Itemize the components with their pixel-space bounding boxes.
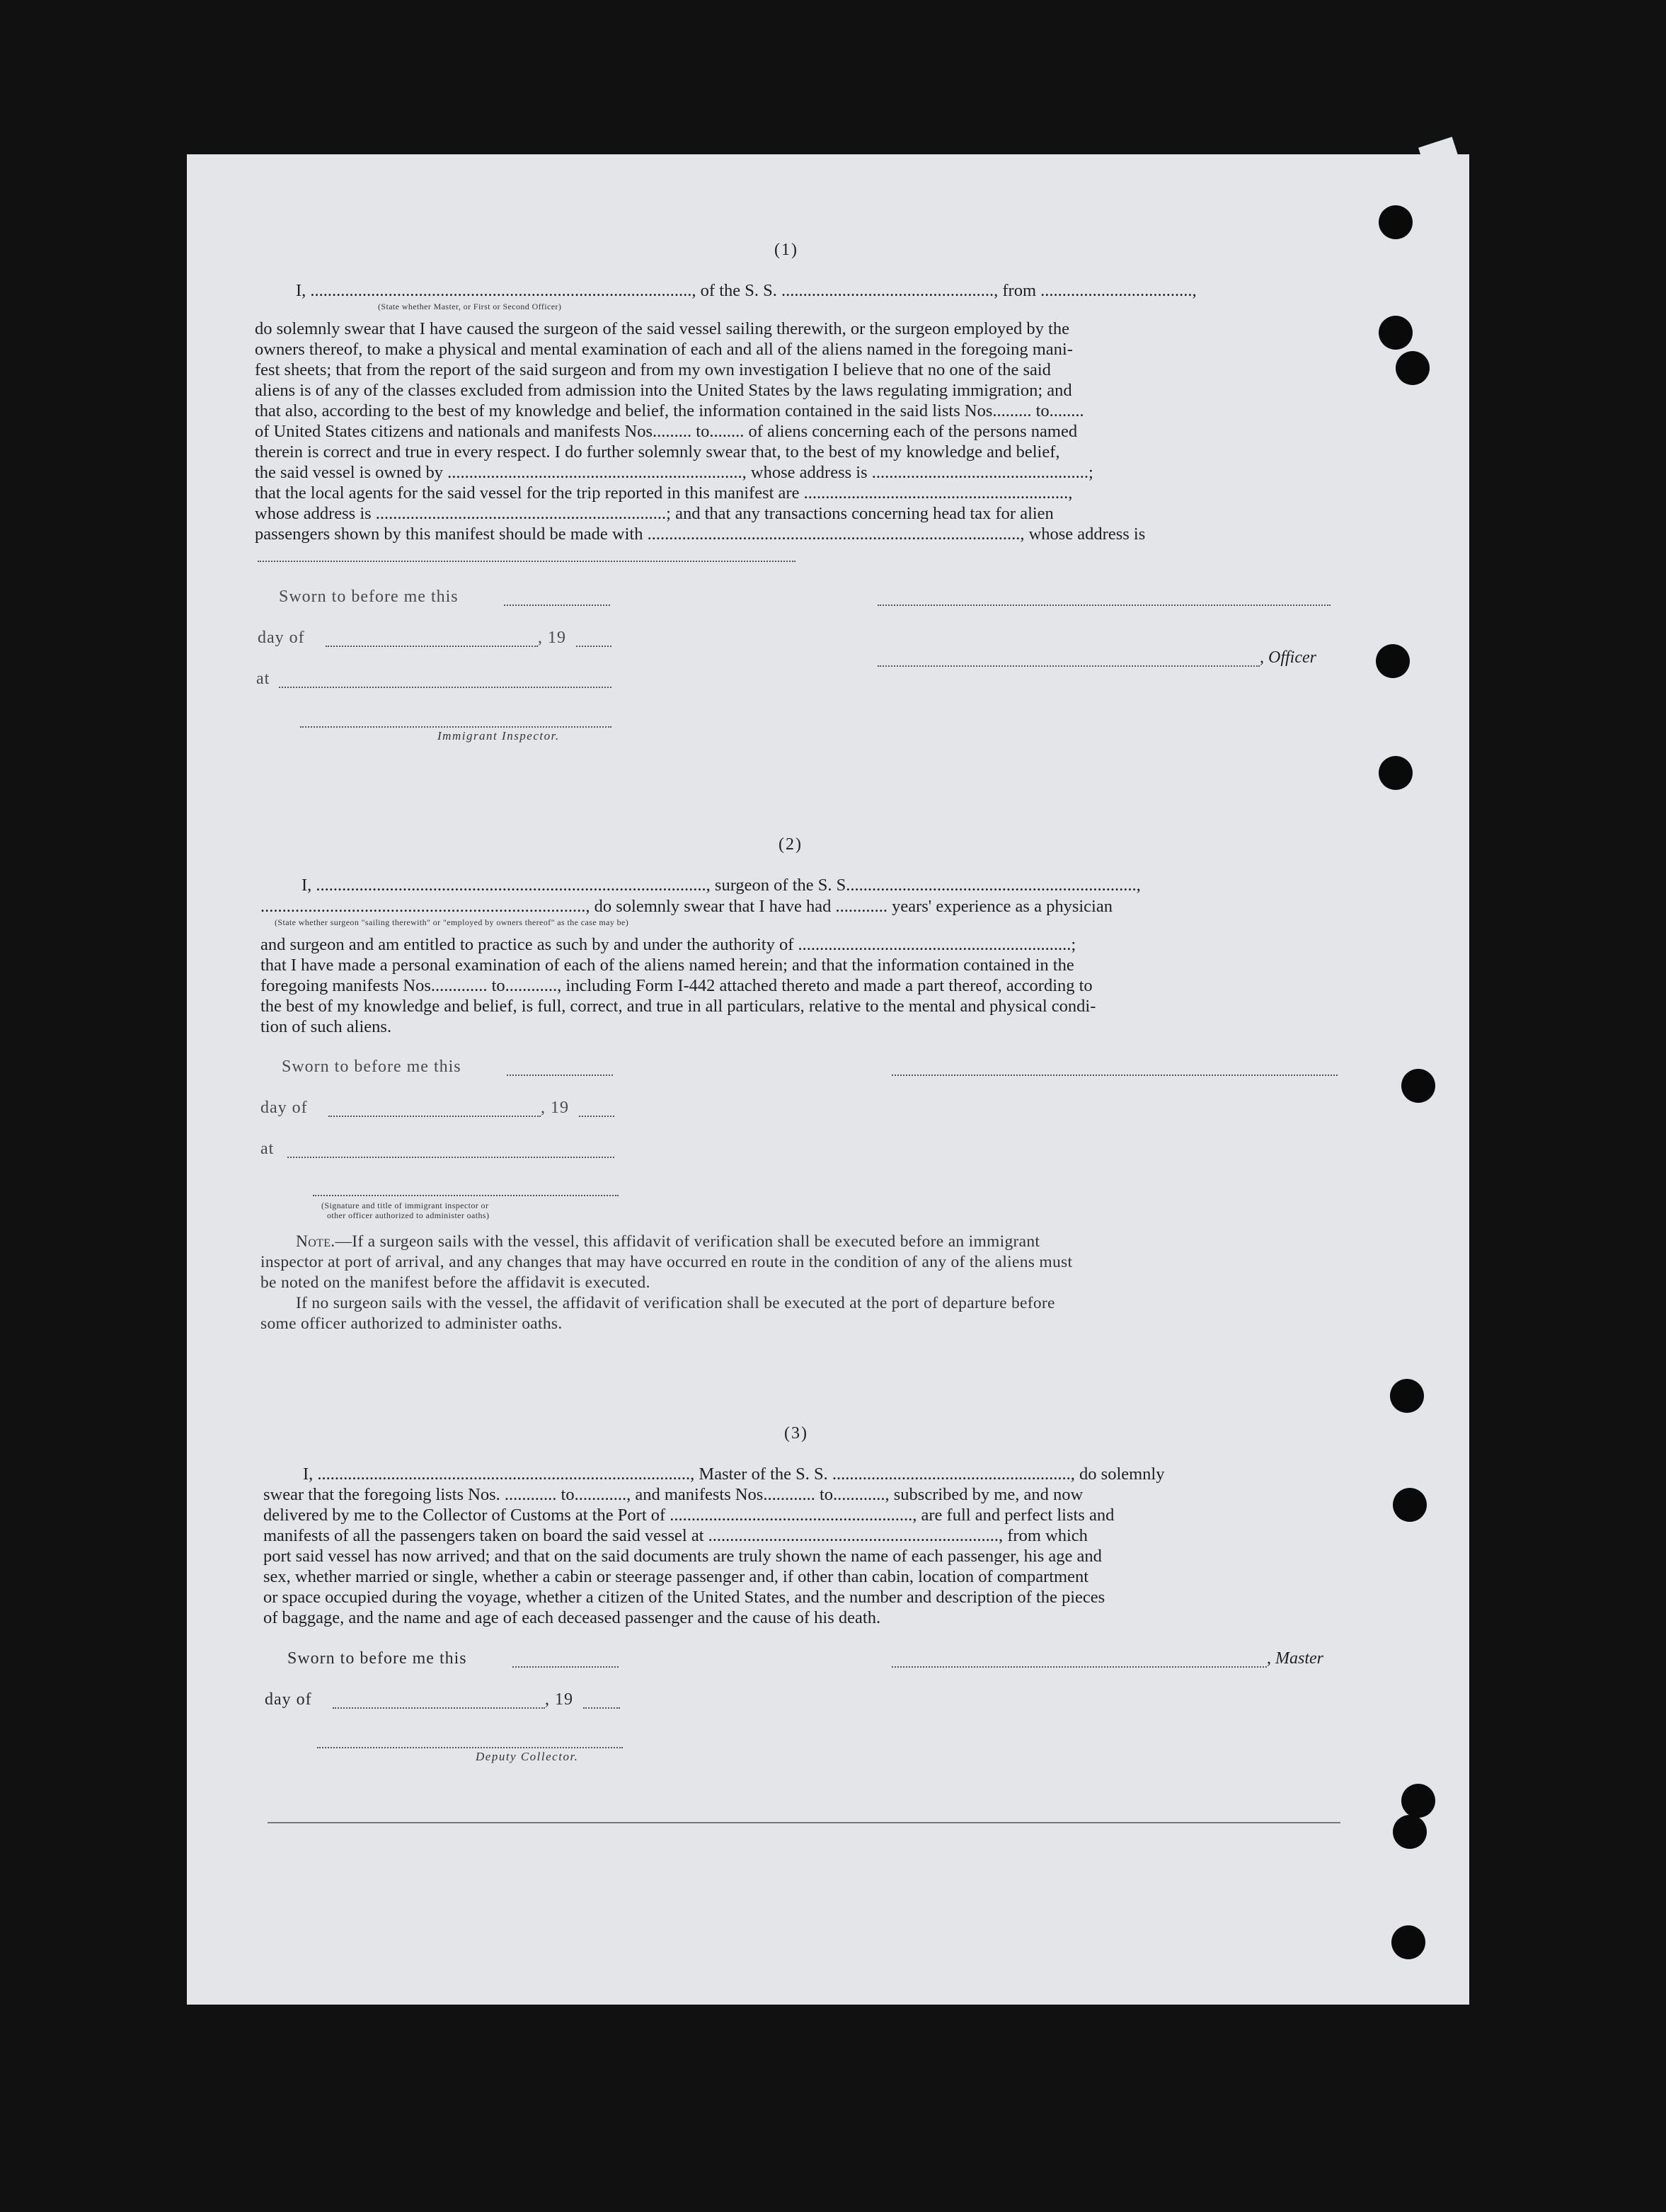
- deputy-caption: Deputy Collector.: [476, 1750, 579, 1763]
- blank-line: [326, 646, 538, 647]
- punch-hole: [1401, 1784, 1435, 1818]
- punch-hole: [1391, 1925, 1425, 1959]
- punch-hole: [1379, 756, 1413, 790]
- paragraph-line: sex, whether married or single, whether a cabin or steerage passenger and, if other than cabin, location of compartment: [263, 1567, 1089, 1586]
- signature-caption-1: (Signature and title of immigrant inspector or: [321, 1200, 489, 1210]
- paragraph-line: that I have made a personal examination of each of the aliens named herein; and that the information contained in the: [260, 956, 1074, 975]
- section-3-number: (3): [784, 1424, 808, 1443]
- blank-line: [504, 604, 610, 606]
- blank-line: [328, 1116, 541, 1117]
- year-label: , 19: [541, 1099, 569, 1117]
- signature-caption-2: other officer authorized to administer oaths): [327, 1210, 490, 1220]
- master-label: , Master: [1267, 1649, 1323, 1668]
- paragraph-line: fest sheets; that from the report of the said surgeon and from my own investigation I believe that no one of the said: [255, 360, 1051, 379]
- inspector-signature-line: [300, 726, 611, 728]
- paragraph-line: therein is correct and true in every respect. I do further solemnly swear that, to the best of my knowledge and belief,: [255, 442, 1060, 462]
- at-label: at: [256, 670, 270, 688]
- paragraph-line: passengers shown by this manifest should be made with ......................................................................................, whose address is: [255, 525, 1146, 544]
- master-signature-line: [892, 1666, 1267, 1668]
- sworn-label: Sworn to before me this: [282, 1058, 461, 1076]
- paragraph-line: the said vessel is owned by ...................................................................., whose address is ..................................................;: [255, 463, 1093, 482]
- paragraph-line: of United States citizens and nationals and manifests Nos......... to........ of aliens concerning each of the persons named: [255, 422, 1078, 441]
- signature-line: [878, 604, 1331, 606]
- section-1-paragraph: [255, 319, 1331, 544]
- day-of-label: day of: [265, 1690, 312, 1709]
- punch-hole: [1379, 316, 1413, 350]
- day-of-label: day of: [258, 629, 305, 647]
- paragraph-line: that also, according to the best of my knowledge and belief, the information contained in the said lists Nos......... to........: [255, 401, 1084, 420]
- paragraph-line: swear that the foregoing lists Nos. ............ to............, and manifests Nos............ to............, subscribed by me, and now: [263, 1485, 1084, 1504]
- blank-line: [279, 687, 611, 688]
- paragraph-line: foregoing manifests Nos............. to............, including Form I-442 attached thereto and made a part thereof, according to: [260, 976, 1093, 995]
- note-line: inspector at port of arrival, and any changes that may have occurred en route in the condition of any of the aliens must: [260, 1253, 1073, 1271]
- at-label: at: [260, 1140, 275, 1158]
- paragraph-line: I, ......................................................................................, Master of the S. S. ......................................................., do solemnly: [303, 1465, 1165, 1484]
- sworn-label: Sworn to before me this: [279, 588, 459, 606]
- paragraph-line: that the local agents for the said vessel for the trip reported in this manifest are .............................................................,: [255, 483, 1073, 503]
- paragraph-line: and surgeon and am entitled to practice as such by and under the authority of ...............................................................;: [260, 935, 1076, 954]
- blank-line: [287, 1157, 614, 1158]
- deputy-signature-line: [317, 1747, 623, 1748]
- punch-hole: [1393, 1488, 1427, 1522]
- blank-line: [512, 1666, 619, 1668]
- year-label: , 19: [545, 1690, 573, 1709]
- note-line: If no surgeon sails with the vessel, the affidavit of verification shall be executed at the port of departure before: [296, 1294, 1055, 1312]
- blank-line: [583, 1707, 620, 1709]
- section-2-number: (2): [779, 835, 803, 854]
- note-text: —If a surgeon sails with the vessel, this affidavit of verification shall be executed before an immigrant: [335, 1232, 1040, 1251]
- form-page: [187, 154, 1469, 2005]
- paragraph-line: do solemnly swear that I have caused the surgeon of the said vessel sailing therewith, or the surgeon employed by the: [255, 319, 1069, 338]
- sworn-label: Sworn to before me this: [287, 1649, 467, 1668]
- bottom-rule: [268, 1822, 1340, 1823]
- blank-line: [507, 1075, 613, 1076]
- blank-line: [333, 1707, 545, 1709]
- inspector-caption: Immigrant Inspector.: [437, 729, 560, 743]
- punch-hole: [1393, 1815, 1427, 1849]
- paragraph-line: owners thereof, to make a physical and mental examination of each and all of the aliens named in the foregoing mani-: [255, 340, 1073, 359]
- blank-line: [576, 646, 611, 647]
- note-block: [260, 1232, 1336, 1334]
- punch-hole: [1379, 205, 1413, 239]
- officer-label: , Officer: [1260, 648, 1316, 667]
- section-2-caption: (State whether surgeon "sailing therewith" or "employed by owners thereof" as the case may be): [275, 917, 629, 927]
- signature-line: [892, 1075, 1338, 1076]
- paragraph-line: port said vessel has now arrived; and that on the said documents are truly shown the name of each passenger, his age and: [263, 1547, 1102, 1566]
- section-1-caption: (State whether Master, or First or Second Officer): [378, 302, 562, 311]
- note-line: [260, 1232, 1336, 1252]
- signature-line: [313, 1195, 619, 1196]
- section-1-number: (1): [774, 241, 798, 259]
- officer-signature-line: [878, 665, 1260, 667]
- section-1-line-1: I, ........................................................................................, of the S. S. ................................................., from ...................................,: [296, 281, 1197, 300]
- paragraph-line: manifests of all the passengers taken on board the said vessel at ..................................................................., from which: [263, 1526, 1088, 1545]
- section-2-paragraph: [260, 934, 1336, 1037]
- punch-hole: [1376, 644, 1410, 678]
- torn-corner: [1418, 137, 1461, 174]
- section-2-line-1: I, .........................................................................................., surgeon of the S. S...................................................................,: [301, 876, 1141, 895]
- paragraph-line: tion of such aliens.: [260, 1017, 392, 1036]
- paragraph-line: of baggage, and the name and age of each deceased passenger and the cause of his death.: [263, 1608, 881, 1627]
- year-label: , 19: [538, 629, 566, 647]
- punch-hole: [1401, 1069, 1435, 1103]
- paragraph-line: delivered by me to the Collector of Customs at the Port of ........................................................, are full and perfect lists and: [263, 1506, 1115, 1525]
- note-line: be noted on the manifest before the affidavit is executed.: [260, 1273, 650, 1292]
- punch-hole: [1396, 351, 1430, 385]
- section-3-paragraph: [263, 1464, 1339, 1628]
- blank-line: [579, 1116, 614, 1117]
- day-of-label: day of: [260, 1099, 308, 1117]
- paragraph-line: the best of my knowledge and belief, is full, correct, and true in all particulars, relative to the mental and physical condi-: [260, 997, 1096, 1016]
- note-line: some officer authorized to administer oaths.: [260, 1314, 563, 1333]
- section-2-line-2: ..........................................................................., do solemnly swear that I have had ............ years' experience as a physician: [260, 897, 1113, 916]
- paragraph-line: or space occupied during the voyage, whether a citizen of the United States, and the number and description of the pieces: [263, 1588, 1105, 1607]
- paragraph-line: whose address is ...................................................................; and that any transactions concerning head tax for alien: [255, 504, 1054, 523]
- blank-line: [258, 561, 795, 562]
- punch-hole: [1390, 1379, 1424, 1413]
- note-label: Note.: [296, 1232, 335, 1251]
- paragraph-line: aliens is of any of the classes excluded from admission into the United States by the laws regulating immigration; and: [255, 381, 1072, 400]
